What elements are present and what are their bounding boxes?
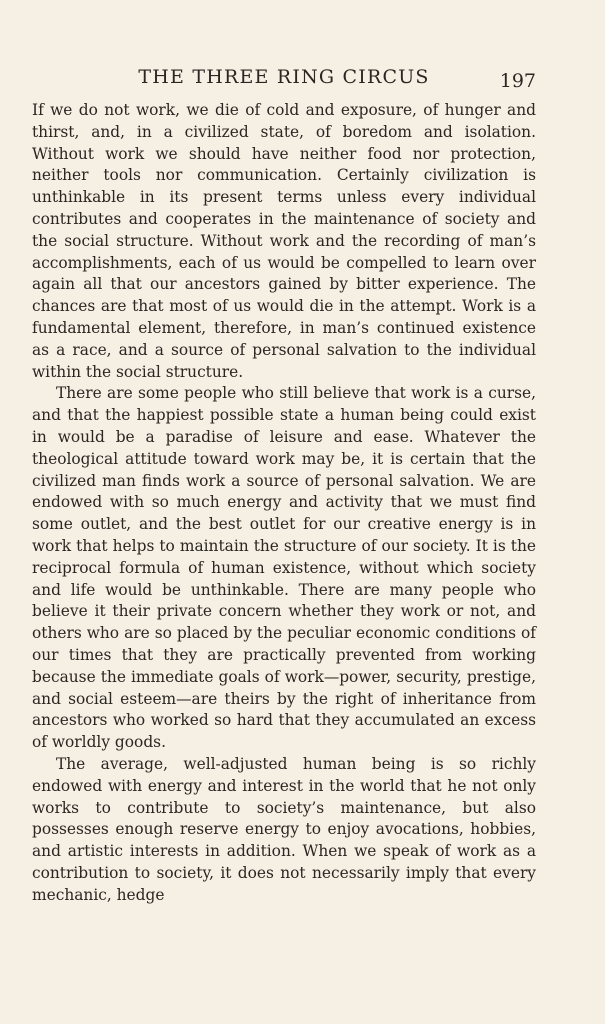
running-head: [32, 66, 536, 92]
body-text: [32, 100, 536, 906]
running-title: THE THREE RING CIRCUS: [138, 66, 430, 88]
paragraph-1: If we do not work, we die of cold and exposure, of hunger and thirst, and, in a civilized state, of boredom and isolation. Without work we should have neither food nor protection, neither tools nor communication. Certainly civilization is unthinkable in its present terms unless every individual contributes and cooperates in the maintenance of society and the social structure. Without work and the recording of man’s accomplishments, each of us would be compelled to learn over again all that our ancestors gained by bitter experience. The chances are that most of us would die in the attempt. Work is a fundamental element, therefore, in man’s continued existence as a race, and a source of personal salvation to the individual within the social structure.: [32, 101, 536, 381]
paragraph-2: There are some people who still believe that work is a curse, and that the happiest possible state a human being could exist in would be a paradise of leisure and ease. Whatever the theological attitude toward work may be, it is certain that the civilized man finds work a source of personal salvation. We are endowed with so much energy and activity that we must find some outlet, and the best outlet for our creative energy is in work that helps to maintain the structure of our society. It is the reciprocal formula of human existence, without which society and life would be unthinkable. There are many people who believe it their private concern whether they work or not, and others who are so placed by the peculiar economic conditions of our times that they are practically prevented from working because the immediate goals of work—power, security, prestige, and social esteem—are theirs by the right of inheritance from ancestors who worked so hard that they accumulated an excess of worldly goods.: [32, 384, 536, 752]
page-number: 197: [499, 70, 536, 92]
paragraph-3: The average, well-adjusted human being is so richly endowed with energy and interest in the world that he not only works to contribute to society’s maintenance, but also possesses enough reserve energy to enjoy avocations, hobbies, and artistic interests in addition. When we speak of work as a contribution to society, it does not necessarily imply that every mechanic, hedge: [32, 754, 536, 904]
